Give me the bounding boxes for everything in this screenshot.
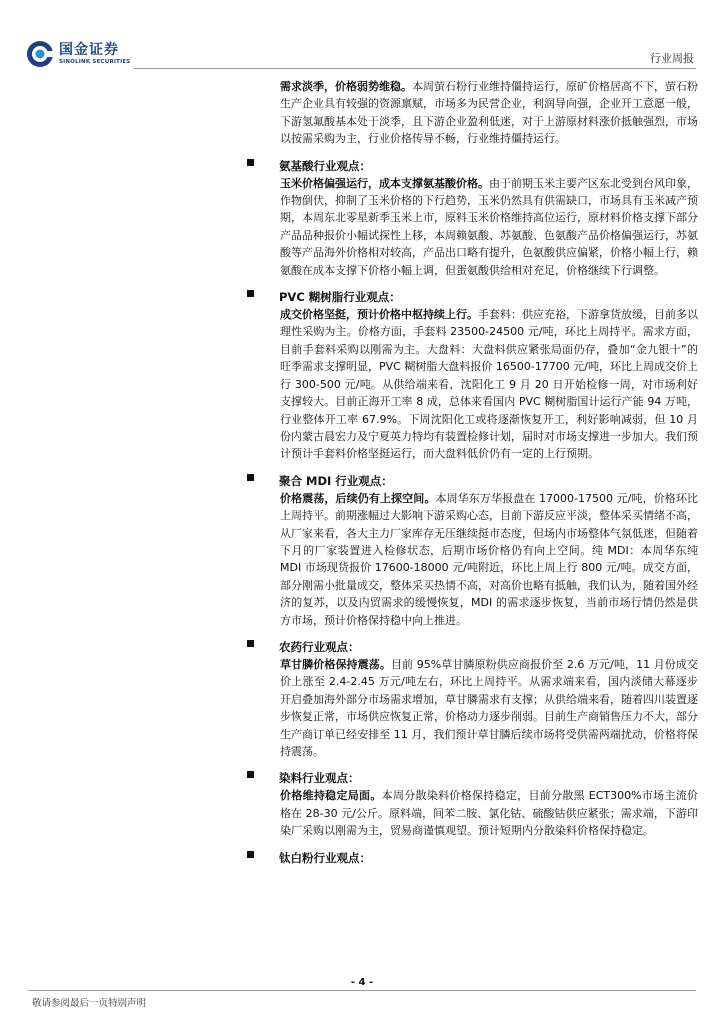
section-text: 本周华东万华报盘在 17000-17500 元/吨，价格环比上周持平。前期涨幅过大影响下游采购心态，目前下游反应平淡，整体采买情绪不高，从厂家来看，各大主力厂家库存无压继续挺市态度，但场内市场整体气氛低迷，但随着下月的厂家装置进入检修状态，后期市场价格仍有向上空间。纯 MDI：本周华东纯 MDI 市场现货报价 17600-18000 元/吨附近，环比上周上行 800 元/吨。成交方面，部分刚需小批量成交，整体采买热情不高，对高价也略有抵触，我们认为，随着国外经济的复苏，以及内贸需求的缓慢恢复，MDI 的需求逐步恢复，当前市场行情仍然是供方市场，预计价格保持稳中向上推进。 <box>280 491 699 627</box>
section-title: 钛白粉行业观点： <box>279 850 371 865</box>
report-type-label: 行业周报 <box>650 52 694 65</box>
section-heading <box>279 286 698 304</box>
page-header <box>0 0 724 76</box>
section-paragraph <box>280 306 698 463</box>
sinolink-logo-icon <box>26 40 54 68</box>
disclaimer-note: 敬请参阅最后一页特别声明 <box>32 998 147 1009</box>
section-dye <box>280 767 698 839</box>
square-bullet-icon <box>247 851 254 858</box>
company-logo <box>26 40 130 68</box>
section-title: 农药行业观点： <box>279 639 360 654</box>
intro-paragraph <box>280 78 698 148</box>
section-text: 由于前期玉米主要产区东北受到台风印象，作物倒伏，抑制了玉米价格的下行趋势，玉米仍然具有供需缺口，市场具有玉米减产预期，本周东北零星新季玉米上市，原料玉米价格维持高位运行，原材料价格支撑下部分产品品种报价小幅试探性上移，本周赖氨酸、苏氨酸、色氨酸产品价格偏强运行，苏氨酸等产品海外价格相对较高，产品出口略有提升，色氨酸供应偏紧，价格小幅上行，赖氨酸在成本支撑下价格小幅上调，但蛋氨酸供给相对充足，价格继续下行调整。 <box>280 176 698 277</box>
section-lead: 价格维持稳定局面。 <box>280 789 382 803</box>
report-body <box>280 78 698 865</box>
section-lead: 草甘膦价格保持震荡。 <box>280 657 391 671</box>
section-lead: 成交价格坚挺，预计价格中枢持续上行。 <box>280 308 478 322</box>
section-paragraph <box>280 656 698 760</box>
square-bullet-icon <box>247 159 254 166</box>
section-polymeric-mdi <box>280 470 698 629</box>
header-divider <box>134 68 696 69</box>
section-title: 聚合 MDI 行业观点： <box>279 473 393 488</box>
section-title: 氨基酸行业观点： <box>279 158 371 173</box>
square-bullet-icon <box>247 290 254 297</box>
footer-divider <box>28 990 696 991</box>
section-heading <box>279 155 698 173</box>
section-text: 手套料：供应充裕，下游拿货放缓，目前多以理性采购为主。价格方面，手套料 23500-24500 元/吨，环比上周持平。需求方面，目前手套料采购以刚需为主。大盘料：大盘料供应紧张局面仍存，叠加“金九银十”的旺季需求支撑明显，PVC 糊树脂大盘料报价 16500-17700 元/吨，环比上周成交价上行 300-500 元/吨。从供给端来看，沈阳化工 9 月 20 日开始检修一周，对市场利好支撑较大。目前正海开工率 8 成，总体来看国内 PVC 糊树脂国计运行产能 94 万吨，行业整体开工率 67.9%。下周沈阳化工或将逐渐恢复开工，利好影响减弱，但 10 月份内蒙古晨宏力及宁夏英力特均有装置检修计划，届时对市场支撑进一步加大。我们预计预计手套料价格坚挺运行，而大盘料低价仍有一定的上行预期。 <box>280 308 698 461</box>
section-paragraph <box>280 490 698 629</box>
section-pvc-paste-resin <box>280 286 698 463</box>
square-bullet-icon <box>247 771 254 778</box>
section-text: 本周分散染料价格保持稳定，目前分散黑 ECT300%市场主流价格在 28-30 元/公斤。原料端，间苯二胺、氯化钴、硫酸钴供应紧张；需求端，下游印染厂采购以刚需为主，贸易商谨慎观望。预计短期内分散染料价格保持稳定。 <box>280 789 699 838</box>
section-pesticide <box>280 636 698 760</box>
intro-text: 本周萤石粉行业维持僵持运行，原矿价格居高不下，萤石粉生产企业具有较强的资源禀赋，市场多为民营企业，利润导向强，企业开工意愿一般，下游氢氟酸基本处于淡季，且下游企业盈利低迷，对于上游原材料涨价抵触强烈，市场以按需采购为主，行业价格传导不畅，行业维持僵持运行。 <box>280 80 698 146</box>
section-lead: 价格震荡，后续仍有上探空间。 <box>280 491 436 505</box>
section-paragraph <box>280 787 698 839</box>
section-title: 染料行业观点： <box>279 771 360 786</box>
section-text: 目前 95%草甘膦原粉供应商报价至 2.6 万元/吨，11 月份成交价上涨至 2.4-2.45 万元/吨左右，环比上周持平。从需求端来看，国内淡储大幕逐步开启叠加海外部分市场需求增加，草甘膦需求有支撑；从供给端来看，随着四川装置逐步恢复正常，市场供应恢复正常，价格动力逐步削弱。目前生产商销售压力不大，部分生产商订单已经安排至 11 月，我们预计草甘膦后续市场将受供需两端扰动，价格将保持震荡。 <box>280 657 698 758</box>
logo-name-en: SINOLINK SECURITIES <box>59 59 131 65</box>
logo-text <box>59 42 130 66</box>
section-paragraph <box>280 175 698 279</box>
logo-name-cn: 国金证券 <box>59 42 119 58</box>
section-amino-acid <box>280 155 698 279</box>
section-heading <box>279 767 698 785</box>
square-bullet-icon <box>247 640 254 647</box>
section-title: PVC 糊树脂行业观点： <box>279 290 401 305</box>
section-lead: 玉米价格偏强运行，成本支撑氨基酸价格。 <box>280 176 489 190</box>
intro-lead: 需求淡季，价格弱势维稳。 <box>280 80 412 93</box>
section-heading <box>279 470 698 488</box>
section-heading <box>279 636 698 654</box>
section-heading <box>279 847 698 865</box>
section-titanium-dioxide <box>280 847 698 865</box>
page-number: - 4 - <box>350 977 374 988</box>
square-bullet-icon <box>247 474 254 481</box>
